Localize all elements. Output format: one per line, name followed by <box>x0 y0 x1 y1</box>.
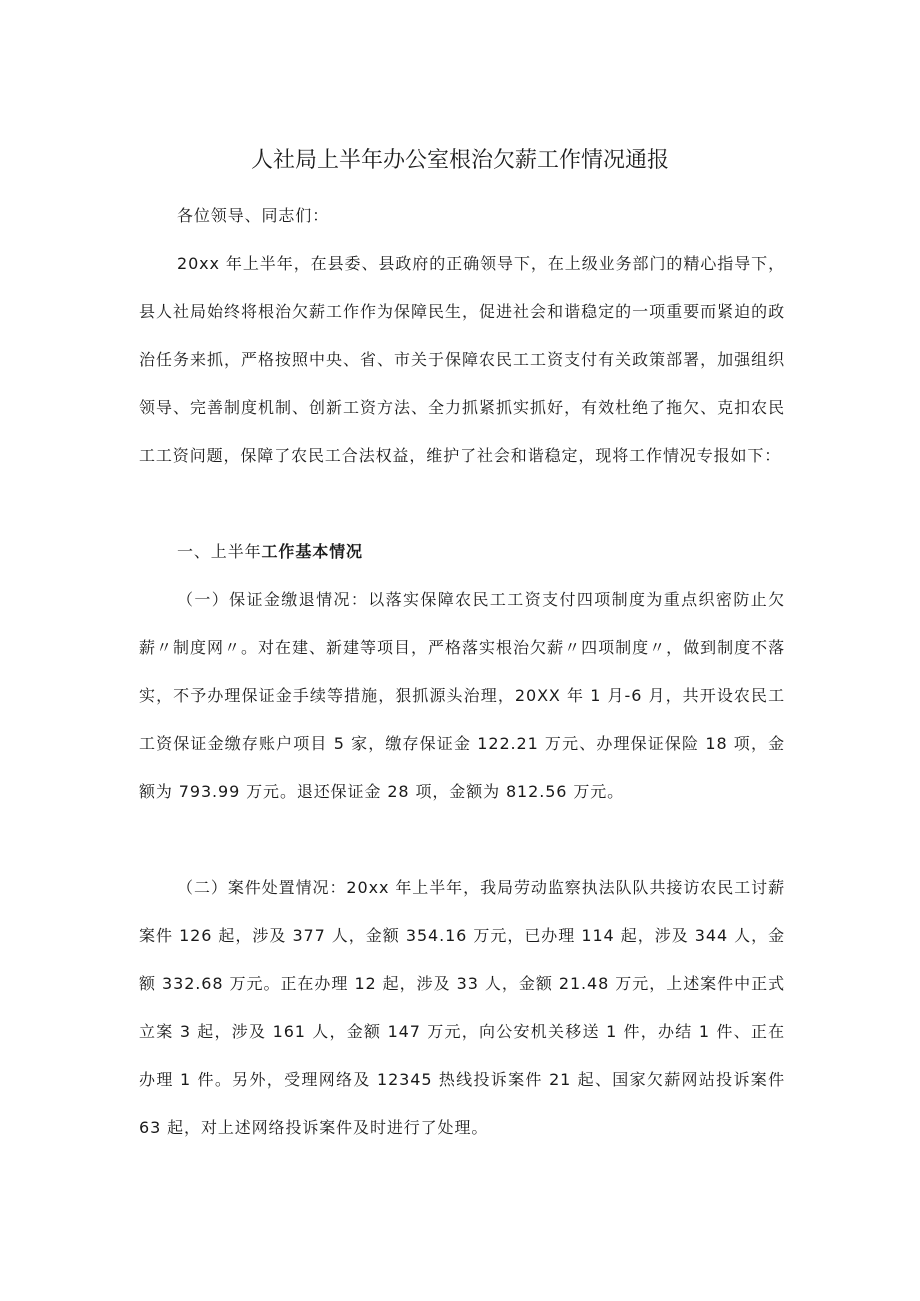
section-heading-prefix: 一、上半年 <box>177 542 262 561</box>
paragraph-cases: （二）案件处置情况：20xx 年上半年，我局劳动监察执法队队共接访农民工讨薪案件 126 起，涉及 377 人，金额 354.16 万元，已办理 114 起，涉及 344 人，金额 332.68 万元。正在办理 12 起，涉及 33 人，金额 21.48 万元，上述案件中正式立案 3 起，涉及 161 人，金额 147 万元，向公安机关移送 1 件，办结 1 件、正在办理 1 件。另外，受理网络及 12345 热线投诉案件 21 起、国家欠薪网站投诉案件 63 起，对上述网络投诉案件及时进行了处理。 <box>139 878 785 1137</box>
paragraph-intro: 20xx 年上半年，在县委、县政府的正确领导下，在上级业务部门的精心指导下，县人社局始终将根治欠薪工作作为保障民生，促进社会和谐稳定的一项重要而紧迫的政治任务来抓，严格按照中央、省、市关于保障农民工工资支付有关政策部署，加强组织领导、完善制度机制、创新工资方法、全力抓紧抓实抓好，有效杜绝了拖欠、克扣农民工工资问题，保障了农民工合法权益，维护了社会和谐稳定，现将工作情况专报如下： <box>139 254 785 465</box>
section-heading-title: 工作基本情况 <box>261 542 363 561</box>
document-title: 人社局上半年办公室根治欠薪工作情况通报 <box>250 148 669 173</box>
paragraph-deposit: （一）保证金缴退情况：以落实保障农民工工资支付四项制度为重点织密防止欠薪〃制度网〃。对在建、新建等项目，严格落实根治欠薪〃四项制度〃，做到制度不落实，不予办理保证金手续等措施，狠抓源头治理，20XX 年 1 月-6 月，共开设农民工工资保证金缴存账户项目 5 家，缴存保证金 122.21 万元、办理保证保险 18 项，金额为 793.99 万元。退还保证金 28 项，金额为 812.56 万元。 <box>139 590 785 801</box>
salutation: 各位领导、同志们： <box>177 206 330 225</box>
section-heading-1 <box>139 528 785 576</box>
